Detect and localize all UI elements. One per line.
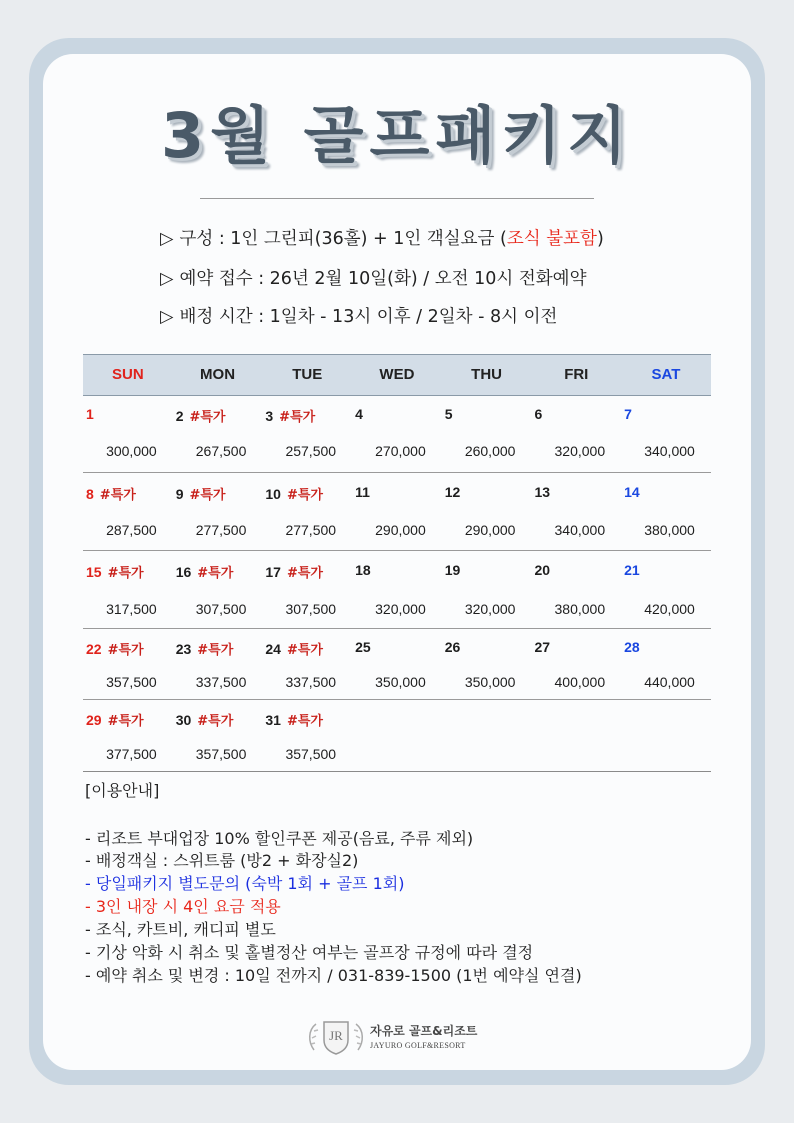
special-offer-tag: #특가	[286, 714, 323, 729]
day-number-text: 8	[86, 486, 94, 502]
day-price: 277,500	[285, 522, 337, 538]
calendar-day-cell	[442, 396, 532, 472]
day-price: 337,500	[195, 674, 247, 690]
info-text: 배정 시간 : 1일차 - 13시 이후 / 2일차 - 8시 이전	[179, 307, 558, 327]
day-number-text: 22	[86, 641, 102, 657]
header-wed: WED	[379, 366, 415, 383]
header-sun: SUN	[112, 366, 144, 383]
day-price: 440,000	[644, 674, 695, 690]
day-number	[355, 639, 371, 655]
day-number	[445, 562, 461, 578]
day-number	[265, 406, 315, 425]
day-price: 357,500	[106, 674, 157, 690]
day-number	[355, 562, 371, 578]
day-number-text: 30	[175, 712, 192, 728]
resort-emblem-icon	[306, 1016, 366, 1056]
calendar-day-cell	[262, 551, 352, 628]
calendar-week-row	[83, 629, 711, 700]
resort-logo	[306, 1016, 477, 1056]
day-number-text: 17	[265, 564, 281, 580]
calendar-day-cell	[621, 551, 711, 628]
page-title: 3월 골프패키지	[160, 99, 634, 172]
day-price: 350,000	[375, 674, 426, 690]
day-number	[176, 639, 234, 658]
calendar-day-cell	[352, 629, 442, 699]
calendar-day-cell	[621, 396, 711, 472]
special-offer-tag: #특가	[99, 488, 136, 503]
calendar-day-cell	[621, 700, 711, 771]
calendar-day-cell	[352, 700, 442, 771]
calendar-day-cell	[442, 700, 532, 771]
day-price: 307,500	[195, 601, 247, 617]
day-number	[624, 484, 640, 500]
day-price: 317,500	[106, 601, 157, 617]
special-offer-tag: #특가	[107, 643, 144, 658]
day-number-text: 3	[265, 408, 274, 424]
special-offer-tag: #특가	[197, 643, 234, 658]
special-offer-tag: #특가	[197, 714, 234, 729]
day-number	[445, 406, 453, 422]
day-number	[624, 639, 640, 655]
info-line-tee-time	[160, 303, 557, 328]
day-price: 377,500	[106, 746, 157, 762]
day-number	[624, 562, 640, 578]
day-price: 357,500	[195, 746, 247, 762]
day-number-text: 14	[624, 484, 640, 500]
calendar-day-cell	[83, 396, 173, 472]
day-number-text: 24	[265, 641, 281, 657]
day-number-text: 19	[444, 562, 461, 578]
header-tue: TUE	[292, 366, 323, 383]
note-item-highlight-blue: - 당일패키지 별도문의 (숙박 1회 + 골프 1회)	[85, 874, 405, 893]
logo-text	[370, 1022, 477, 1050]
header-mon: MON	[200, 366, 236, 383]
price-calendar	[83, 354, 711, 772]
calendar-week-row	[83, 700, 711, 772]
day-number	[176, 484, 226, 503]
day-number	[534, 484, 550, 500]
day-price: 320,000	[375, 601, 426, 617]
day-number	[86, 484, 136, 503]
day-price: 307,500	[285, 601, 337, 617]
calendar-day-cell	[262, 396, 352, 472]
calendar-day-cell	[352, 473, 442, 550]
day-number	[86, 406, 94, 422]
day-number-text: 26	[444, 639, 461, 655]
info-suffix: )	[596, 229, 604, 249]
day-number-text: 13	[534, 484, 551, 500]
day-price: 267,500	[195, 443, 247, 459]
day-number-text: 15	[86, 564, 102, 580]
day-number-text: 7	[624, 406, 632, 422]
info-line-composition	[160, 225, 604, 250]
calendar-day-cell	[531, 551, 621, 628]
logo-korean: 자유로 골프&리조트	[370, 1024, 478, 1038]
calendar-day-cell	[621, 473, 711, 550]
calendar-week-row	[83, 551, 711, 629]
day-number-text: 16	[175, 564, 192, 580]
day-number-text: 29	[86, 712, 102, 728]
note-item: - 배정객실 : 스위트룸 (방2 + 화장실2)	[85, 851, 359, 870]
day-number-text: 1	[86, 406, 94, 422]
day-number-text: 27	[534, 639, 551, 655]
day-number	[176, 710, 234, 729]
day-price: 350,000	[464, 674, 516, 690]
triangle-bullet-icon: ▷	[160, 269, 174, 289]
calendar-day-cell	[262, 700, 352, 771]
day-price: 320,000	[554, 443, 606, 459]
calendar-day-cell	[442, 551, 532, 628]
calendar-day-cell	[173, 551, 263, 628]
day-number	[86, 710, 144, 729]
calendar-weeks	[83, 396, 711, 772]
day-price: 290,000	[464, 522, 516, 538]
day-number-text: 21	[624, 562, 640, 578]
note-item: - 조식, 카트비, 캐디피 별도	[85, 920, 276, 939]
day-number	[265, 710, 323, 729]
calendar-week-row	[83, 473, 711, 551]
day-number	[265, 484, 323, 503]
day-number-text: 28	[624, 639, 640, 655]
day-price: 337,500	[285, 674, 337, 690]
day-price: 257,500	[285, 443, 337, 459]
logo-english: JAYURO GOLF&RESORT	[370, 1041, 466, 1050]
day-number	[355, 406, 363, 422]
day-number-text: 4	[355, 406, 363, 422]
calendar-header	[83, 354, 711, 396]
note-item: - 리조트 부대업장 10% 할인쿠폰 제공(음료, 주류 제외)	[85, 829, 474, 848]
calendar-day-cell	[83, 629, 173, 699]
day-number	[534, 639, 550, 655]
day-price: 340,000	[554, 522, 606, 538]
special-offer-tag: #특가	[189, 410, 226, 425]
day-number	[534, 562, 550, 578]
calendar-day-cell	[83, 473, 173, 550]
day-number	[265, 639, 323, 658]
note-item: - 예약 취소 및 변경 : 10일 전까지 / 031-839-1500 (1번 예약실 연결)	[85, 966, 582, 985]
day-number-text: 10	[265, 486, 281, 502]
calendar-day-cell	[262, 629, 352, 699]
day-number-text: 11	[355, 484, 370, 500]
header-fri: FRI	[564, 366, 589, 383]
special-offer-tag: #특가	[279, 410, 316, 425]
day-number	[355, 484, 370, 500]
day-number	[445, 639, 461, 655]
header-sat: SAT	[651, 366, 681, 383]
day-price: 277,500	[195, 522, 247, 538]
calendar-day-cell	[83, 700, 173, 771]
note-item-highlight-red: - 3인 내장 시 4인 요금 적용	[85, 897, 281, 916]
day-price: 400,000	[554, 674, 606, 690]
day-number-text: 12	[444, 484, 461, 500]
calendar-day-cell	[442, 629, 532, 699]
day-number-text: 31	[265, 712, 281, 728]
calendar-day-cell	[531, 629, 621, 699]
special-offer-tag: #특가	[286, 488, 323, 503]
info-text: 예약 접수 : 26년 2월 10일(화) / 오전 10시 전화예약	[179, 269, 587, 289]
day-number	[624, 406, 632, 422]
special-offer-tag: #특가	[286, 566, 323, 581]
header-thu: THU	[471, 366, 502, 383]
triangle-bullet-icon: ▷	[160, 307, 174, 327]
calendar-day-cell	[531, 396, 621, 472]
day-price: 320,000	[464, 601, 516, 617]
calendar-day-cell	[352, 396, 442, 472]
day-number	[176, 562, 234, 581]
special-offer-tag: #특가	[189, 488, 226, 503]
svg-text:JR: JR	[329, 1028, 343, 1043]
calendar-day-cell	[173, 396, 263, 472]
day-price: 287,500	[106, 522, 157, 538]
calendar-day-cell	[173, 473, 263, 550]
info-line-reservation	[160, 265, 587, 290]
day-number-text: 25	[355, 639, 371, 655]
day-number-text: 20	[534, 562, 551, 578]
day-price: 270,000	[375, 443, 426, 459]
day-price: 300,000	[106, 443, 157, 459]
day-price: 380,000	[644, 522, 695, 538]
calendar-day-cell	[442, 473, 532, 550]
calendar-day-cell	[83, 551, 173, 628]
day-number	[86, 639, 144, 658]
day-number	[445, 484, 461, 500]
day-number-text: 5	[444, 406, 453, 422]
day-price: 357,500	[285, 746, 337, 762]
day-price: 420,000	[644, 601, 695, 617]
calendar-day-cell	[531, 700, 621, 771]
triangle-bullet-icon: ▷	[160, 229, 174, 249]
info-highlight: 조식 불포함	[506, 229, 597, 249]
calendar-day-cell	[621, 629, 711, 699]
day-number-text: 18	[355, 562, 371, 578]
calendar-day-cell	[352, 551, 442, 628]
calendar-week-row	[83, 396, 711, 473]
calendar-day-cell	[531, 473, 621, 550]
calendar-day-cell	[173, 629, 263, 699]
day-number-text: 2	[175, 408, 184, 424]
calendar-day-cell	[262, 473, 352, 550]
info-text: 구성 : 1인 그린피(36홀) + 1인 객실요금 (	[179, 229, 507, 249]
special-offer-tag: #특가	[197, 566, 234, 581]
special-offer-tag: #특가	[107, 566, 144, 581]
day-number-text: 6	[534, 406, 543, 422]
day-number	[534, 406, 542, 422]
special-offer-tag: #특가	[107, 714, 144, 729]
day-number	[176, 406, 226, 425]
day-price: 340,000	[644, 443, 695, 459]
day-number	[86, 562, 144, 581]
calendar-day-cell	[173, 700, 263, 771]
special-offer-tag: #특가	[286, 643, 323, 658]
notes-heading: [이용안내]	[85, 781, 160, 800]
day-price: 290,000	[375, 522, 426, 538]
title-divider	[200, 198, 594, 199]
day-number-text: 9	[175, 486, 184, 502]
day-price: 380,000	[554, 601, 606, 617]
note-item: - 기상 악화 시 취소 및 홀별정산 여부는 골프장 규정에 따라 결정	[85, 943, 534, 962]
day-number	[265, 562, 323, 581]
day-number-text: 23	[175, 641, 192, 657]
day-price: 260,000	[464, 443, 516, 459]
